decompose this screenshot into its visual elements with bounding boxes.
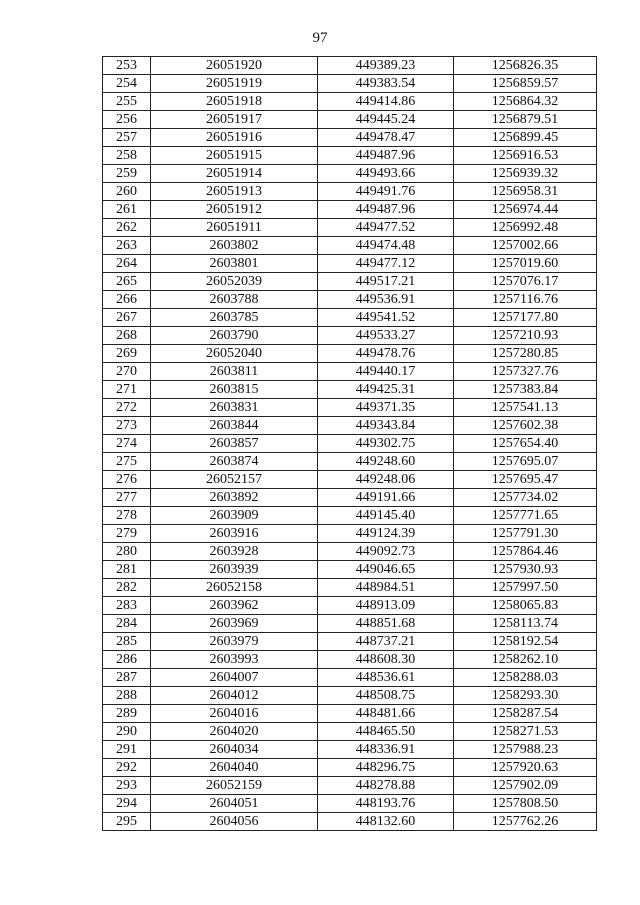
x-coordinate-cell: 448608.30 (318, 651, 454, 669)
x-coordinate-cell: 448536.61 (318, 669, 454, 687)
table-row (103, 579, 597, 597)
y-coordinate-cell: 1257762.26 (454, 813, 597, 831)
table-row (103, 489, 597, 507)
x-coordinate-cell: 449371.35 (318, 399, 454, 417)
point-id-cell: 26052159 (151, 777, 318, 795)
y-coordinate-cell: 1257695.47 (454, 471, 597, 489)
table-row (103, 615, 597, 633)
row-number-cell: 273 (103, 417, 151, 435)
x-coordinate-cell: 448278.88 (318, 777, 454, 795)
table-row (103, 597, 597, 615)
point-id-cell: 2603939 (151, 561, 318, 579)
x-coordinate-cell: 449092.73 (318, 543, 454, 561)
row-number-cell: 257 (103, 129, 151, 147)
x-coordinate-cell: 449477.52 (318, 219, 454, 237)
point-id-cell: 2604012 (151, 687, 318, 705)
table-row (103, 507, 597, 525)
point-id-cell: 2604040 (151, 759, 318, 777)
y-coordinate-cell: 1257210.93 (454, 327, 597, 345)
table-row (103, 147, 597, 165)
x-coordinate-cell: 449389.23 (318, 57, 454, 75)
x-coordinate-cell: 449493.66 (318, 165, 454, 183)
row-number-cell: 267 (103, 309, 151, 327)
table-row (103, 255, 597, 273)
table-row (103, 651, 597, 669)
x-coordinate-cell: 448737.21 (318, 633, 454, 651)
table-row (103, 93, 597, 111)
x-coordinate-cell: 449477.12 (318, 255, 454, 273)
x-coordinate-cell: 449474.48 (318, 237, 454, 255)
table-row (103, 435, 597, 453)
row-number-cell: 279 (103, 525, 151, 543)
x-coordinate-cell: 449487.96 (318, 201, 454, 219)
point-id-cell: 2603801 (151, 255, 318, 273)
table-row (103, 237, 597, 255)
row-number-cell: 289 (103, 705, 151, 723)
y-coordinate-cell: 1257541.13 (454, 399, 597, 417)
y-coordinate-cell: 1257177.80 (454, 309, 597, 327)
x-coordinate-cell: 449414.86 (318, 93, 454, 111)
table-row (103, 327, 597, 345)
table-row (103, 165, 597, 183)
point-id-cell: 26052157 (151, 471, 318, 489)
point-id-cell: 2603857 (151, 435, 318, 453)
row-number-cell: 280 (103, 543, 151, 561)
point-id-cell: 26051917 (151, 111, 318, 129)
table-row (103, 273, 597, 291)
table-row (103, 399, 597, 417)
y-coordinate-cell: 1256916.53 (454, 147, 597, 165)
y-coordinate-cell: 1257116.76 (454, 291, 597, 309)
table-row (103, 453, 597, 471)
x-coordinate-cell: 448913.09 (318, 597, 454, 615)
row-number-cell: 293 (103, 777, 151, 795)
table-row (103, 705, 597, 723)
point-id-cell: 2603831 (151, 399, 318, 417)
row-number-cell: 263 (103, 237, 151, 255)
x-coordinate-cell: 449487.96 (318, 147, 454, 165)
table-row (103, 183, 597, 201)
x-coordinate-cell: 449440.17 (318, 363, 454, 381)
x-coordinate-cell: 448132.60 (318, 813, 454, 831)
table-row (103, 543, 597, 561)
point-id-cell: 26051914 (151, 165, 318, 183)
row-number-cell: 294 (103, 795, 151, 813)
y-coordinate-cell: 1257383.84 (454, 381, 597, 399)
x-coordinate-cell: 449191.66 (318, 489, 454, 507)
point-id-cell: 2603785 (151, 309, 318, 327)
row-number-cell: 260 (103, 183, 151, 201)
point-id-cell: 2603928 (151, 543, 318, 561)
x-coordinate-cell: 449491.76 (318, 183, 454, 201)
row-number-cell: 276 (103, 471, 151, 489)
y-coordinate-cell: 1257002.66 (454, 237, 597, 255)
table-row (103, 417, 597, 435)
y-coordinate-cell: 1258262.10 (454, 651, 597, 669)
row-number-cell: 255 (103, 93, 151, 111)
table-row (103, 57, 597, 75)
y-coordinate-cell: 1258271.53 (454, 723, 597, 741)
point-id-cell: 2603788 (151, 291, 318, 309)
y-coordinate-cell: 1256859.57 (454, 75, 597, 93)
x-coordinate-cell: 448296.75 (318, 759, 454, 777)
y-coordinate-cell: 1256864.32 (454, 93, 597, 111)
y-coordinate-cell: 1257920.63 (454, 759, 597, 777)
point-id-cell: 26052040 (151, 345, 318, 363)
point-id-cell: 26051919 (151, 75, 318, 93)
row-number-cell: 288 (103, 687, 151, 705)
row-number-cell: 261 (103, 201, 151, 219)
point-id-cell: 2603969 (151, 615, 318, 633)
point-id-cell: 2603790 (151, 327, 318, 345)
table-row (103, 111, 597, 129)
y-coordinate-cell: 1258113.74 (454, 615, 597, 633)
point-id-cell: 2604020 (151, 723, 318, 741)
x-coordinate-cell: 449517.21 (318, 273, 454, 291)
y-coordinate-cell: 1257602.38 (454, 417, 597, 435)
point-id-cell: 2603993 (151, 651, 318, 669)
y-coordinate-cell: 1257988.23 (454, 741, 597, 759)
table-row (103, 759, 597, 777)
y-coordinate-cell: 1257902.09 (454, 777, 597, 795)
coordinates-table (102, 56, 597, 831)
row-number-cell: 271 (103, 381, 151, 399)
y-coordinate-cell: 1257695.07 (454, 453, 597, 471)
row-number-cell: 278 (103, 507, 151, 525)
table-row (103, 795, 597, 813)
y-coordinate-cell: 1256974.44 (454, 201, 597, 219)
row-number-cell: 264 (103, 255, 151, 273)
x-coordinate-cell: 449541.52 (318, 309, 454, 327)
point-id-cell: 2603979 (151, 633, 318, 651)
x-coordinate-cell: 448465.50 (318, 723, 454, 741)
x-coordinate-cell: 449478.76 (318, 345, 454, 363)
y-coordinate-cell: 1257734.02 (454, 489, 597, 507)
table-row (103, 471, 597, 489)
row-number-cell: 292 (103, 759, 151, 777)
row-number-cell: 281 (103, 561, 151, 579)
row-number-cell: 258 (103, 147, 151, 165)
x-coordinate-cell: 449536.91 (318, 291, 454, 309)
point-id-cell: 2604016 (151, 705, 318, 723)
x-coordinate-cell: 448851.68 (318, 615, 454, 633)
row-number-cell: 272 (103, 399, 151, 417)
table-row (103, 633, 597, 651)
row-number-cell: 282 (103, 579, 151, 597)
table-row (103, 363, 597, 381)
row-number-cell: 268 (103, 327, 151, 345)
y-coordinate-cell: 1256939.32 (454, 165, 597, 183)
x-coordinate-cell: 449478.47 (318, 129, 454, 147)
page-number: 97 (312, 30, 328, 46)
row-number-cell: 291 (103, 741, 151, 759)
x-coordinate-cell: 449046.65 (318, 561, 454, 579)
row-number-cell: 266 (103, 291, 151, 309)
point-id-cell: 2603962 (151, 597, 318, 615)
point-id-cell: 2604056 (151, 813, 318, 831)
x-coordinate-cell: 448984.51 (318, 579, 454, 597)
x-coordinate-cell: 448193.76 (318, 795, 454, 813)
table-row (103, 291, 597, 309)
point-id-cell: 2603811 (151, 363, 318, 381)
y-coordinate-cell: 1258288.03 (454, 669, 597, 687)
x-coordinate-cell: 449425.31 (318, 381, 454, 399)
y-coordinate-cell: 1257771.65 (454, 507, 597, 525)
x-coordinate-cell: 448336.91 (318, 741, 454, 759)
table-row (103, 723, 597, 741)
x-coordinate-cell: 449302.75 (318, 435, 454, 453)
row-number-cell: 259 (103, 165, 151, 183)
row-number-cell: 284 (103, 615, 151, 633)
table-row (103, 525, 597, 543)
table-row (103, 345, 597, 363)
point-id-cell: 2603916 (151, 525, 318, 543)
point-id-cell: 2603909 (151, 507, 318, 525)
table-row (103, 813, 597, 831)
x-coordinate-cell: 449445.24 (318, 111, 454, 129)
row-number-cell: 274 (103, 435, 151, 453)
y-coordinate-cell: 1258287.54 (454, 705, 597, 723)
row-number-cell: 265 (103, 273, 151, 291)
y-coordinate-cell: 1257930.93 (454, 561, 597, 579)
y-coordinate-cell: 1258192.54 (454, 633, 597, 651)
point-id-cell: 2604051 (151, 795, 318, 813)
table-row (103, 777, 597, 795)
row-number-cell: 277 (103, 489, 151, 507)
x-coordinate-cell: 449248.06 (318, 471, 454, 489)
y-coordinate-cell: 1257864.46 (454, 543, 597, 561)
x-coordinate-cell: 449145.40 (318, 507, 454, 525)
x-coordinate-cell: 449343.84 (318, 417, 454, 435)
row-number-cell: 254 (103, 75, 151, 93)
point-id-cell: 26051915 (151, 147, 318, 165)
row-number-cell: 275 (103, 453, 151, 471)
y-coordinate-cell: 1256958.31 (454, 183, 597, 201)
point-id-cell: 26051920 (151, 57, 318, 75)
point-id-cell: 2603892 (151, 489, 318, 507)
y-coordinate-cell: 1256879.51 (454, 111, 597, 129)
y-coordinate-cell: 1258065.83 (454, 597, 597, 615)
point-id-cell: 26052039 (151, 273, 318, 291)
row-number-cell: 287 (103, 669, 151, 687)
y-coordinate-cell: 1256992.48 (454, 219, 597, 237)
table-row (103, 75, 597, 93)
point-id-cell: 2604007 (151, 669, 318, 687)
row-number-cell: 286 (103, 651, 151, 669)
y-coordinate-cell: 1257076.17 (454, 273, 597, 291)
point-id-cell: 2603815 (151, 381, 318, 399)
x-coordinate-cell: 449124.39 (318, 525, 454, 543)
point-id-cell: 26051912 (151, 201, 318, 219)
point-id-cell: 26051911 (151, 219, 318, 237)
table-row (103, 561, 597, 579)
y-coordinate-cell: 1256826.35 (454, 57, 597, 75)
table-row (103, 381, 597, 399)
point-id-cell: 2603844 (151, 417, 318, 435)
row-number-cell: 256 (103, 111, 151, 129)
table-row (103, 687, 597, 705)
table-row (103, 309, 597, 327)
point-id-cell: 2604034 (151, 741, 318, 759)
y-coordinate-cell: 1257791.30 (454, 525, 597, 543)
row-number-cell: 270 (103, 363, 151, 381)
x-coordinate-cell: 448508.75 (318, 687, 454, 705)
x-coordinate-cell: 449383.54 (318, 75, 454, 93)
row-number-cell: 285 (103, 633, 151, 651)
y-coordinate-cell: 1257997.50 (454, 579, 597, 597)
table-row (103, 669, 597, 687)
point-id-cell: 26052158 (151, 579, 318, 597)
table-row (103, 129, 597, 147)
y-coordinate-cell: 1257280.85 (454, 345, 597, 363)
point-id-cell: 2603874 (151, 453, 318, 471)
y-coordinate-cell: 1257327.76 (454, 363, 597, 381)
y-coordinate-cell: 1258293.30 (454, 687, 597, 705)
row-number-cell: 295 (103, 813, 151, 831)
point-id-cell: 26051918 (151, 93, 318, 111)
y-coordinate-cell: 1257808.50 (454, 795, 597, 813)
point-id-cell: 26051913 (151, 183, 318, 201)
row-number-cell: 269 (103, 345, 151, 363)
table-row (103, 741, 597, 759)
x-coordinate-cell: 449533.27 (318, 327, 454, 345)
coordinates-table-body (103, 57, 597, 831)
point-id-cell: 26051916 (151, 129, 318, 147)
row-number-cell: 253 (103, 57, 151, 75)
row-number-cell: 283 (103, 597, 151, 615)
y-coordinate-cell: 1257019.60 (454, 255, 597, 273)
x-coordinate-cell: 449248.60 (318, 453, 454, 471)
row-number-cell: 290 (103, 723, 151, 741)
y-coordinate-cell: 1256899.45 (454, 129, 597, 147)
y-coordinate-cell: 1257654.40 (454, 435, 597, 453)
table-row (103, 219, 597, 237)
row-number-cell: 262 (103, 219, 151, 237)
x-coordinate-cell: 448481.66 (318, 705, 454, 723)
table-row (103, 201, 597, 219)
point-id-cell: 2603802 (151, 237, 318, 255)
